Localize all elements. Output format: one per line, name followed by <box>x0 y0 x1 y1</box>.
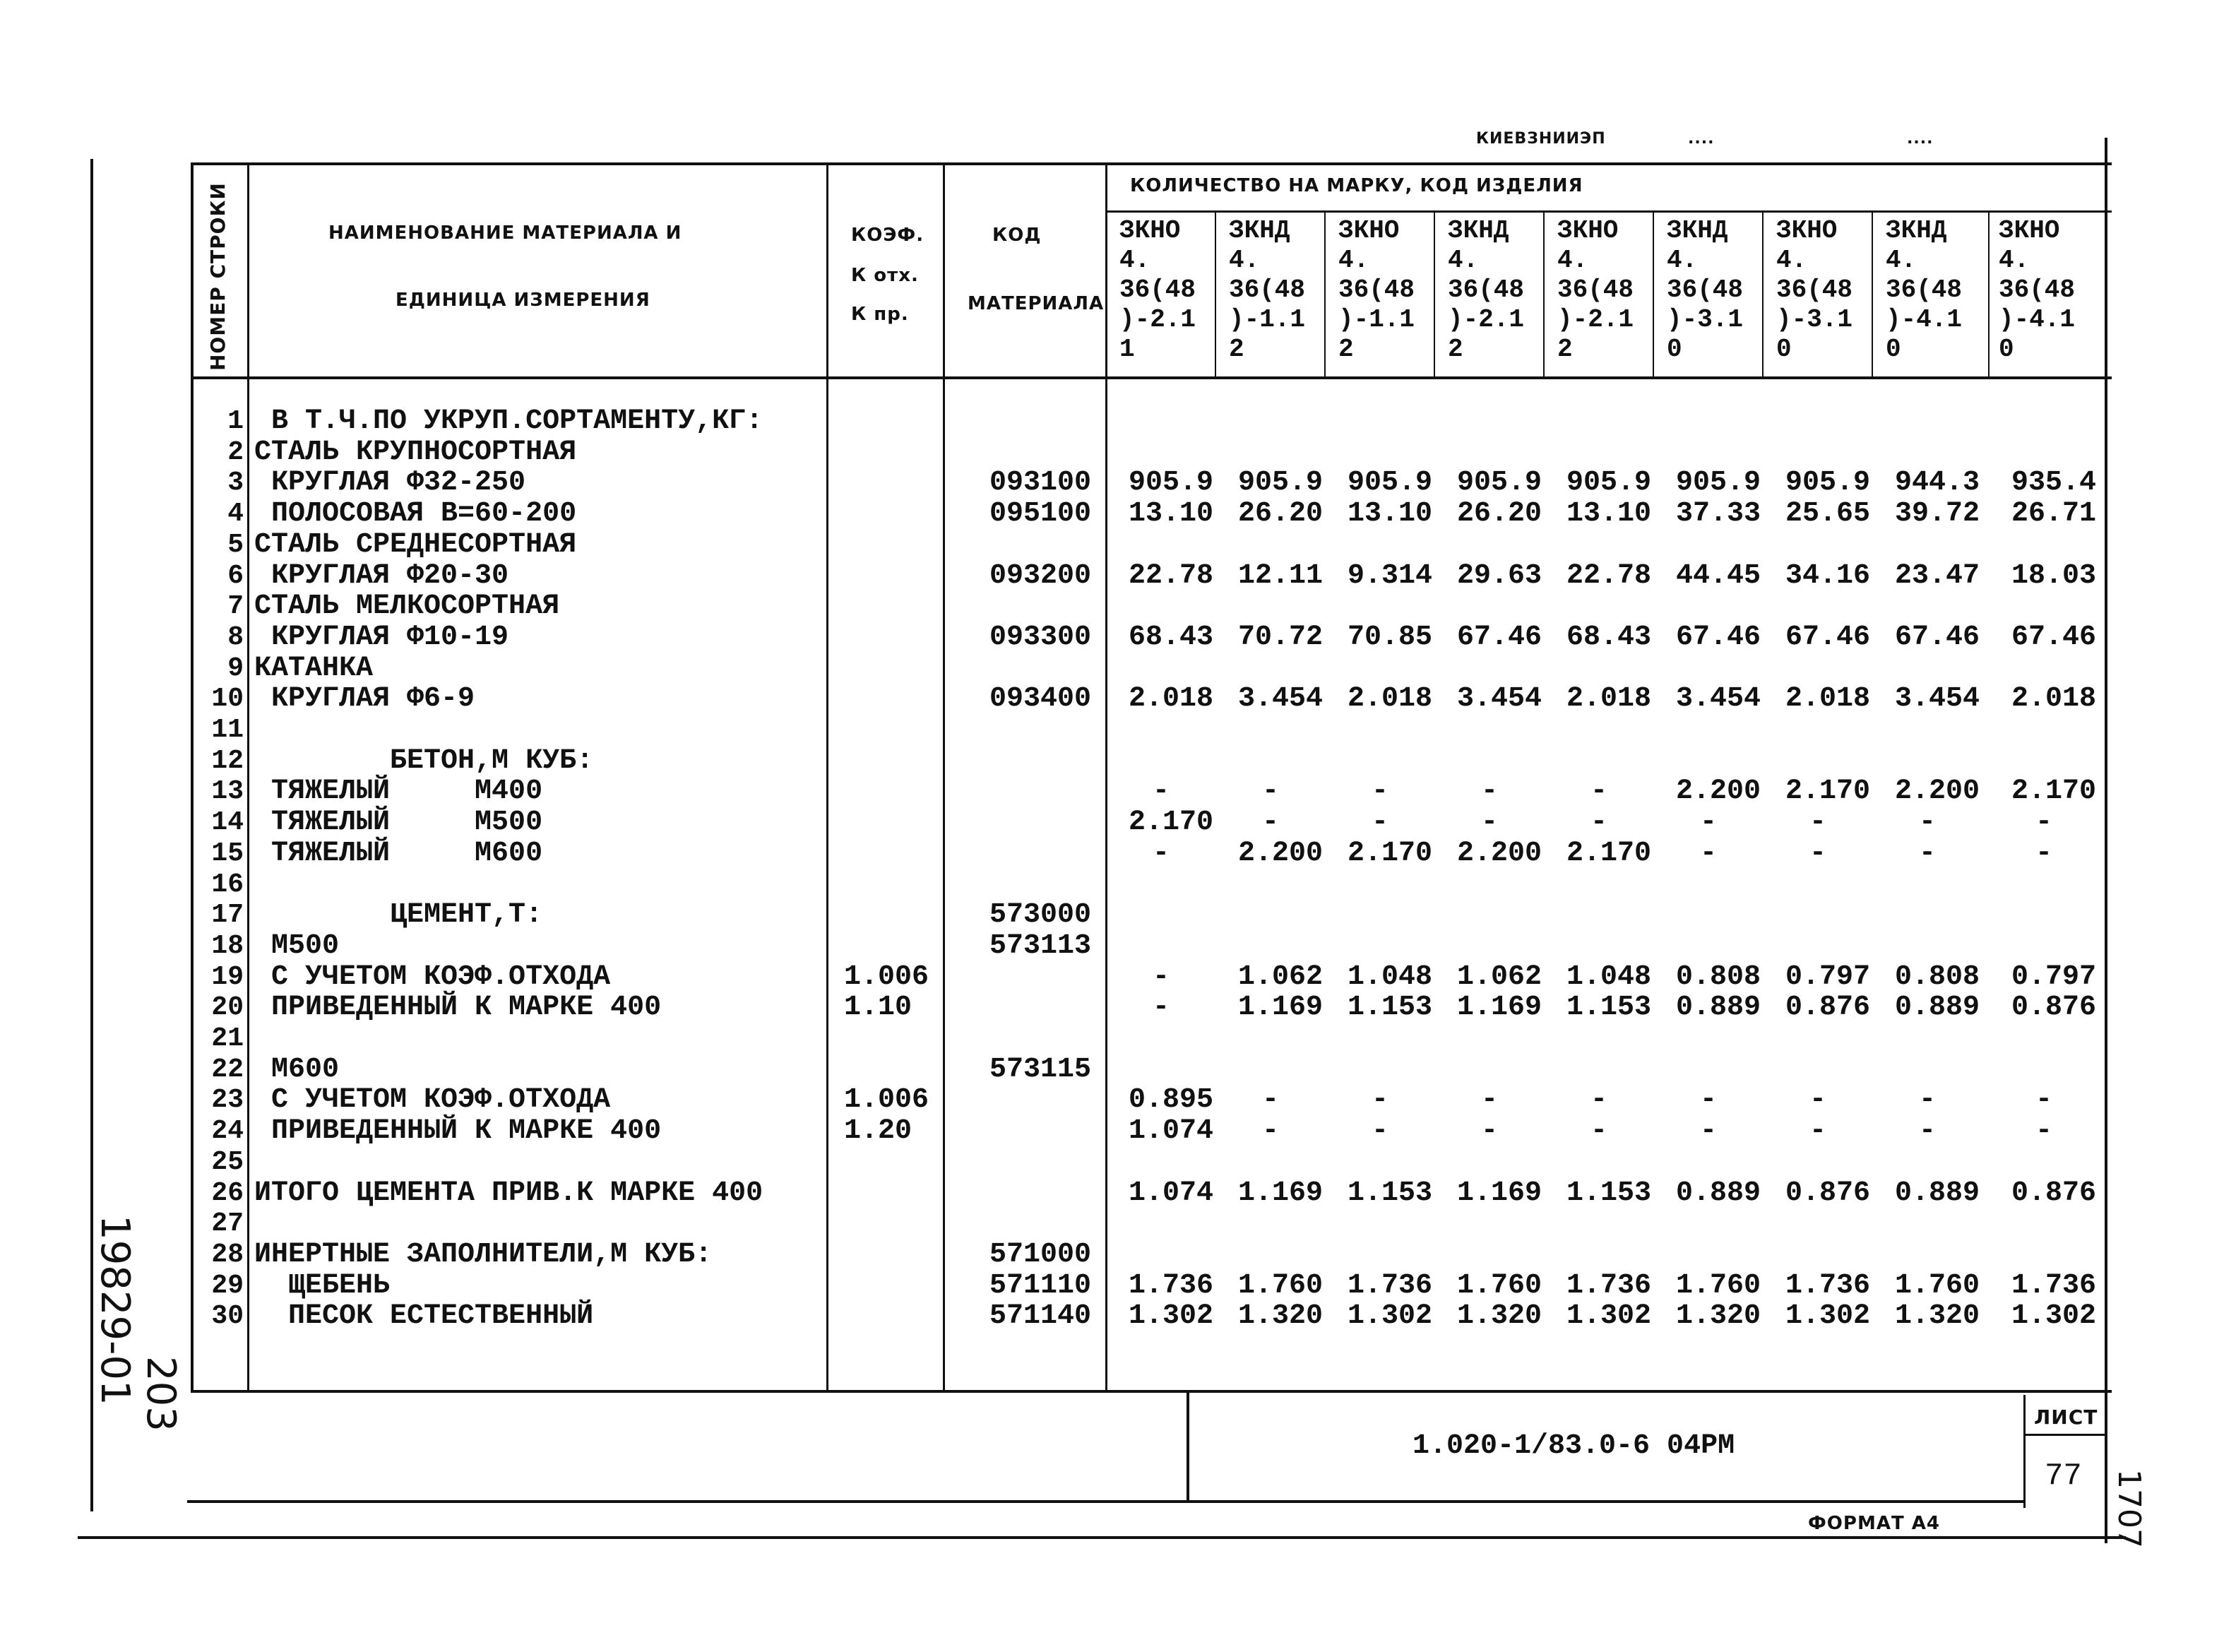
row-value: 2.018 <box>1785 683 1870 715</box>
row-number: 30 <box>211 1301 244 1332</box>
row-value: 34.16 <box>1785 559 1870 592</box>
row-material-name: С УЧЕТОМ КОЭФ.ОТХОДА <box>254 961 611 993</box>
row-value: 3.454 <box>1237 683 1323 715</box>
row-value: 0.797 <box>1785 961 1870 993</box>
product-col-6-line-2: 4. <box>1667 246 1698 275</box>
row-value: 67.46 <box>1894 621 1980 653</box>
row-value: - <box>1809 1115 1826 1148</box>
row-value: 905.9 <box>1675 467 1761 499</box>
product-col-3-line-5: 2 <box>1338 335 1354 364</box>
row-value: - <box>1590 1115 1607 1148</box>
row-material-name: КРУГЛАЯ Ф10-19 <box>254 621 509 653</box>
row-value: 68.43 <box>1566 621 1651 653</box>
product-col-9-line-4: )-4.1 <box>1999 305 2076 334</box>
quantity-header: КОЛИЧЕСТВО НА МАРКУ, КОД ИЗДЕЛИЯ <box>1130 175 1583 196</box>
row-material-name: ЩЕБЕНЬ <box>254 1269 391 1302</box>
product-col-5-line-2: 4. <box>1557 246 1588 275</box>
row-value: - <box>1699 1084 1717 1117</box>
row-value: 0.876 <box>2011 992 2096 1024</box>
row-value: 2.018 <box>2011 683 2096 715</box>
row-number-header: НОМЕР СТРОКИ <box>206 182 230 371</box>
row-value: 0.876 <box>1785 1177 1870 1209</box>
row-value: 0.889 <box>1894 992 1980 1024</box>
row-material-name: КРУГЛАЯ Ф20-30 <box>254 559 509 592</box>
product-sep-6 <box>1762 210 1764 378</box>
row-material-code: 571000 <box>989 1238 1091 1271</box>
product-col-3-line-4: )-1.1 <box>1338 305 1415 334</box>
row-value: 67.46 <box>1456 621 1542 653</box>
row-value: 905.9 <box>1456 467 1542 499</box>
code-header-line-1: КОД <box>992 225 1042 246</box>
row-value: 13.10 <box>1128 498 1213 530</box>
row-material-name: В Т.Ч.ПО УКРУП.СОРТАМЕНТУ,КГ: <box>254 405 763 437</box>
row-value: 1.048 <box>1566 961 1651 993</box>
row-number: 11 <box>211 715 244 745</box>
row-value: - <box>2035 807 2052 839</box>
row-value: 12.11 <box>1237 559 1323 592</box>
row-material-name: ПРИВЕДЕННЫЙ К МАРКЕ 400 <box>254 1115 662 1148</box>
product-col-5-line-4: )-2.1 <box>1557 305 1634 334</box>
row-value: 22.78 <box>1566 559 1651 592</box>
row-number: 18 <box>211 930 244 961</box>
row-value: 18.03 <box>2011 559 2096 592</box>
row-value: 67.46 <box>1675 621 1761 653</box>
row-value: 1.169 <box>1237 1177 1323 1209</box>
row-value: - <box>1152 837 1170 869</box>
product-sep-7 <box>1872 210 1873 378</box>
row-value: - <box>1480 807 1498 839</box>
row-value: - <box>2035 1084 2052 1117</box>
col-sep-rownum <box>247 162 249 1391</box>
row-value: 13.10 <box>1566 498 1651 530</box>
row-value: - <box>1371 1115 1388 1148</box>
row-material-name: М500 <box>254 929 340 962</box>
row-value: 1.302 <box>2011 1300 2096 1333</box>
header-bottom-border <box>191 376 2112 379</box>
row-value: 905.9 <box>1128 467 1213 499</box>
row-koef: 1.006 <box>844 1084 929 1117</box>
row-value: 2.200 <box>1675 776 1761 808</box>
row-material-code: 573113 <box>989 929 1091 962</box>
product-col-2-line-4: )-1.1 <box>1229 305 1306 334</box>
quantity-header-rule <box>1105 210 2112 213</box>
row-value: 1.074 <box>1128 1177 1213 1209</box>
product-col-6-line-1: ЗКНД <box>1667 216 1728 245</box>
row-material-name: БЕТОН,М КУБ: <box>254 744 594 777</box>
sheet-box-left <box>2023 1395 2026 1508</box>
row-value: 25.65 <box>1785 498 1870 530</box>
row-value: 1.760 <box>1456 1269 1542 1302</box>
koef-header-line-1: КОЭФ. <box>851 225 924 246</box>
top-stamp-1: КИЕВЗНИИЭП <box>1476 130 1606 148</box>
row-material-name: ТЯЖЕЛЫЙ М500 <box>254 807 543 839</box>
row-value: - <box>1809 807 1826 839</box>
row-material-code: 093300 <box>989 621 1091 653</box>
row-material-name: ТЯЖЕЛЫЙ М400 <box>254 776 543 808</box>
sheet-label: ЛИСТ <box>2034 1406 2098 1429</box>
row-number: 28 <box>211 1239 244 1270</box>
row-value: - <box>1480 776 1498 808</box>
product-col-9-line-3: 36(48 <box>1999 275 2076 304</box>
row-material-code: 095100 <box>989 498 1091 530</box>
row-number: 8 <box>227 622 244 653</box>
row-value: 905.9 <box>1566 467 1651 499</box>
document-code: 1.020-1/83.0-6 04РМ <box>1413 1430 1735 1462</box>
row-value: 9.314 <box>1347 559 1432 592</box>
row-value: 0.797 <box>2011 961 2096 993</box>
product-sep-1 <box>1215 210 1216 378</box>
row-value: - <box>1152 992 1170 1024</box>
row-value: 1.302 <box>1128 1300 1213 1333</box>
side-archive-code: 19829-01 <box>92 1215 138 1406</box>
product-col-6-line-3: 36(48 <box>1667 275 1744 304</box>
row-value: 1.320 <box>1237 1300 1323 1333</box>
row-material-name: ПЕСОК ЕСТЕСТВЕННЫЙ <box>254 1300 594 1333</box>
row-value: 26.71 <box>2011 498 2096 530</box>
row-value: - <box>1261 1115 1279 1148</box>
row-material-name: ЦЕМЕНТ,Т: <box>254 899 543 932</box>
row-number: 19 <box>211 961 244 992</box>
row-value: 1.760 <box>1675 1269 1761 1302</box>
product-col-4-line-3: 36(48 <box>1448 275 1525 304</box>
row-value: 1.736 <box>1347 1269 1432 1302</box>
row-material-code: 571110 <box>989 1269 1091 1302</box>
product-col-4-line-1: ЗКНД <box>1448 216 1509 245</box>
row-value: 0.895 <box>1128 1084 1213 1117</box>
row-number: 6 <box>227 560 244 591</box>
row-value: 1.074 <box>1128 1115 1213 1148</box>
row-material-name: ПОЛОСОВАЯ В=60-200 <box>254 498 577 530</box>
product-col-1-line-5: 1 <box>1119 335 1135 364</box>
right-border <box>2105 138 2107 1543</box>
product-sep-4 <box>1543 210 1545 378</box>
side-page-number: 203 <box>138 1356 184 1432</box>
row-value: 2.018 <box>1566 683 1651 715</box>
row-value: 44.45 <box>1675 559 1761 592</box>
left-inner-border <box>191 162 194 1391</box>
row-koef: 1.20 <box>844 1115 912 1148</box>
row-value: - <box>1918 807 1936 839</box>
row-material-name: КАТАНКА <box>254 652 374 684</box>
row-value: 1.736 <box>1785 1269 1870 1302</box>
row-value: 2.170 <box>1785 776 1870 808</box>
row-value: - <box>1918 1115 1936 1148</box>
product-col-8-line-3: 36(48 <box>1886 275 1963 304</box>
row-value: - <box>1261 776 1279 808</box>
row-value: - <box>1809 837 1826 869</box>
row-value: 1.736 <box>1128 1269 1213 1302</box>
page-bottom-border <box>78 1536 2126 1539</box>
row-number: 4 <box>227 499 244 530</box>
row-material-code: 571140 <box>989 1300 1091 1333</box>
product-col-3-line-1: ЗКНО <box>1338 216 1400 245</box>
row-value: 0.889 <box>1675 992 1761 1024</box>
row-value: 905.9 <box>1347 467 1432 499</box>
product-col-2-line-2: 4. <box>1229 246 1260 275</box>
row-number: 10 <box>211 684 244 715</box>
row-number: 26 <box>211 1177 244 1208</box>
row-number: 12 <box>211 745 244 776</box>
koef-header-line-3: К пр. <box>851 304 909 325</box>
row-value: 0.889 <box>1894 1177 1980 1209</box>
row-value: 1.048 <box>1347 961 1432 993</box>
row-number: 20 <box>211 992 244 1023</box>
row-value: - <box>1699 807 1717 839</box>
row-material-name: КРУГЛАЯ Ф32-250 <box>254 467 526 499</box>
row-number: 22 <box>211 1054 244 1085</box>
name-header-line-2: ЕДИНИЦА ИЗМЕРЕНИЯ <box>396 290 650 311</box>
row-value: 29.63 <box>1456 559 1542 592</box>
product-col-6-line-5: 0 <box>1667 335 1682 364</box>
row-value: 0.876 <box>1785 992 1870 1024</box>
product-sep-8 <box>1988 210 1990 378</box>
row-value: 1.760 <box>1894 1269 1980 1302</box>
row-value: 26.20 <box>1456 498 1542 530</box>
row-value: - <box>1590 807 1607 839</box>
format-label: ФОРМАТ А4 <box>1808 1513 1940 1534</box>
row-value: 3.454 <box>1894 683 1980 715</box>
top-stamp-3: .... <box>1907 130 1934 148</box>
row-value: 1.169 <box>1456 992 1542 1024</box>
row-value: - <box>1480 1115 1498 1148</box>
row-value: 0.808 <box>1675 961 1761 993</box>
product-col-9-line-5: 0 <box>1999 335 2014 364</box>
product-col-1-line-4: )-2.1 <box>1119 305 1196 334</box>
row-value: - <box>1809 1084 1826 1117</box>
row-value: - <box>1152 776 1170 808</box>
row-number: 21 <box>211 1023 244 1054</box>
row-number: 3 <box>227 468 244 499</box>
row-value: 68.43 <box>1128 621 1213 653</box>
row-value: 39.72 <box>1894 498 1980 530</box>
row-number: 7 <box>227 591 244 622</box>
row-value: 1.153 <box>1566 992 1651 1024</box>
row-value: 3.454 <box>1456 683 1542 715</box>
row-number: 2 <box>227 436 244 468</box>
row-value: 1.760 <box>1237 1269 1323 1302</box>
row-value: - <box>1371 807 1388 839</box>
row-value: - <box>1261 807 1279 839</box>
product-col-7-line-5: 0 <box>1776 335 1792 364</box>
row-material-name: СТАЛЬ МЕЛКОСОРТНАЯ <box>254 590 560 623</box>
row-material-name: ИТОГО ЦЕМЕНТА ПРИВ.К МАРКЕ 400 <box>254 1177 763 1209</box>
product-col-6-line-4: )-3.1 <box>1667 305 1744 334</box>
row-value: 0.808 <box>1894 961 1980 993</box>
sheet-number: 77 <box>2045 1458 2082 1494</box>
row-value: 1.320 <box>1675 1300 1761 1333</box>
row-value: 944.3 <box>1894 467 1980 499</box>
row-koef: 1.10 <box>844 992 912 1024</box>
row-value: 0.889 <box>1675 1177 1761 1209</box>
row-material-name: СТАЛЬ КРУПНОСОРТНАЯ <box>254 436 577 468</box>
row-value: - <box>2035 1115 2052 1148</box>
row-value: - <box>1371 1084 1388 1117</box>
row-material-code: 093400 <box>989 683 1091 715</box>
row-number: 15 <box>211 838 244 869</box>
product-col-1-line-1: ЗКНО <box>1119 216 1181 245</box>
row-material-name: М600 <box>254 1053 340 1086</box>
row-value: - <box>1480 1084 1498 1117</box>
product-col-3-line-2: 4. <box>1338 246 1369 275</box>
product-col-5-line-3: 36(48 <box>1557 275 1634 304</box>
row-value: 37.33 <box>1675 498 1761 530</box>
col-sep-koef <box>943 162 945 1391</box>
row-value: - <box>1261 1084 1279 1117</box>
row-value: 67.46 <box>1785 621 1870 653</box>
row-value: 1.302 <box>1347 1300 1432 1333</box>
product-col-7-line-3: 36(48 <box>1776 275 1853 304</box>
row-value: 2.170 <box>1128 807 1213 839</box>
row-material-name: ТЯЖЕЛЫЙ М600 <box>254 837 543 869</box>
row-number: 23 <box>211 1085 244 1116</box>
table-bottom-border <box>191 1390 2112 1393</box>
row-koef: 1.006 <box>844 961 929 993</box>
code-header-line-2: МАТЕРИАЛА <box>968 293 1105 314</box>
row-number: 1 <box>227 406 244 436</box>
row-value: 1.153 <box>1347 1177 1432 1209</box>
row-value: 70.72 <box>1237 621 1323 653</box>
row-value: 1.302 <box>1566 1300 1651 1333</box>
row-value: - <box>2035 837 2052 869</box>
row-value: 1.153 <box>1566 1177 1651 1209</box>
row-value: 2.200 <box>1456 837 1542 869</box>
row-number: 14 <box>211 807 244 838</box>
product-col-8-line-5: 0 <box>1886 335 1901 364</box>
row-value: - <box>1699 837 1717 869</box>
row-material-name: ПРИВЕДЕННЫЙ К МАРКЕ 400 <box>254 992 662 1024</box>
product-col-3-line-3: 36(48 <box>1338 275 1415 304</box>
row-value: 1.153 <box>1347 992 1432 1024</box>
product-col-8-line-2: 4. <box>1886 246 1917 275</box>
row-value: 1.736 <box>2011 1269 2096 1302</box>
table-top-border <box>191 162 2112 165</box>
col-sep-code <box>1105 162 1107 1391</box>
row-value: - <box>1371 776 1388 808</box>
product-col-1-line-3: 36(48 <box>1119 275 1196 304</box>
row-number: 27 <box>211 1208 244 1240</box>
row-material-name: КРУГЛАЯ Ф6-9 <box>254 683 475 715</box>
product-col-2-line-3: 36(48 <box>1229 275 1306 304</box>
product-col-8-line-1: ЗКНД <box>1886 216 1947 245</box>
row-value: 22.78 <box>1128 559 1213 592</box>
product-col-5-line-1: ЗКНО <box>1557 216 1619 245</box>
row-material-code: 093200 <box>989 559 1091 592</box>
row-material-code: 573000 <box>989 899 1091 932</box>
product-col-7-line-4: )-3.1 <box>1776 305 1853 334</box>
product-sep-2 <box>1324 210 1326 378</box>
row-value: 1.320 <box>1456 1300 1542 1333</box>
row-value: 3.454 <box>1675 683 1761 715</box>
product-col-5-line-5: 2 <box>1557 335 1573 364</box>
row-number: 24 <box>211 1116 244 1147</box>
row-material-name: С УЧЕТОМ КОЭФ.ОТХОДА <box>254 1084 611 1117</box>
row-number: 29 <box>211 1270 244 1301</box>
row-value: 1.062 <box>1456 961 1542 993</box>
titleblock-bottom-border <box>187 1500 2023 1503</box>
row-value: 905.9 <box>1237 467 1323 499</box>
row-material-code: 573115 <box>989 1053 1091 1086</box>
row-value: 13.10 <box>1347 498 1432 530</box>
product-col-2-line-1: ЗКНД <box>1229 216 1290 245</box>
row-value: - <box>1699 1115 1717 1148</box>
product-col-2-line-5: 2 <box>1229 335 1244 364</box>
row-number: 5 <box>227 529 244 560</box>
row-number: 16 <box>211 869 244 900</box>
row-value: 0.876 <box>2011 1177 2096 1209</box>
row-value: - <box>1590 776 1607 808</box>
row-value: 905.9 <box>1785 467 1870 499</box>
product-col-7-line-1: ЗКНО <box>1776 216 1838 245</box>
row-number: 25 <box>211 1146 244 1177</box>
sheet-box-mid <box>2023 1434 2105 1436</box>
row-value: 1.302 <box>1785 1300 1870 1333</box>
row-value: 26.20 <box>1237 498 1323 530</box>
name-header-line-1: НАИМЕНОВАНИЕ МАТЕРИАЛА И <box>328 222 682 244</box>
product-col-4-line-5: 2 <box>1448 335 1463 364</box>
koef-header-line-2: К отх. <box>851 265 919 286</box>
product-sep-5 <box>1653 210 1654 378</box>
top-stamp-2: .... <box>1688 130 1715 148</box>
col-sep-name <box>826 162 828 1391</box>
row-value: 2.170 <box>2011 776 2096 808</box>
row-value: 70.85 <box>1347 621 1432 653</box>
row-value: 2.170 <box>1347 837 1432 869</box>
row-value: 2.170 <box>1566 837 1651 869</box>
row-value: 1.736 <box>1566 1269 1651 1302</box>
row-value: 2.200 <box>1894 776 1980 808</box>
product-col-4-line-4: )-2.1 <box>1448 305 1525 334</box>
row-number: 17 <box>211 900 244 931</box>
row-number: 9 <box>227 653 244 684</box>
row-value: - <box>1918 837 1936 869</box>
row-value: 2.018 <box>1347 683 1432 715</box>
row-value: 1.169 <box>1456 1177 1542 1209</box>
row-value: 2.200 <box>1237 837 1323 869</box>
row-value: 2.018 <box>1128 683 1213 715</box>
row-value: - <box>1152 961 1170 993</box>
product-col-7-line-2: 4. <box>1776 246 1807 275</box>
row-value: 23.47 <box>1894 559 1980 592</box>
row-number: 13 <box>211 776 244 807</box>
row-material-name: ИНЕРТНЫЕ ЗАПОЛНИТЕЛИ,М КУБ: <box>254 1238 713 1271</box>
product-sep-3 <box>1434 210 1435 378</box>
product-col-1-line-2: 4. <box>1119 246 1150 275</box>
titleblock-divider <box>1187 1391 1189 1502</box>
row-material-name: СТАЛЬ СРЕДНЕСОРТНАЯ <box>254 528 577 561</box>
product-col-8-line-4: )-4.1 <box>1886 305 1963 334</box>
product-col-4-line-2: 4. <box>1448 246 1479 275</box>
row-material-code: 093100 <box>989 467 1091 499</box>
row-value: 1.320 <box>1894 1300 1980 1333</box>
row-value: 1.062 <box>1237 961 1323 993</box>
row-value: 1.169 <box>1237 992 1323 1024</box>
row-value: 935.4 <box>2011 467 2096 499</box>
row-value: - <box>1918 1084 1936 1117</box>
right-edge-number: 1707 <box>2111 1469 2147 1548</box>
row-value: 67.46 <box>2011 621 2096 653</box>
product-col-9-line-1: ЗКНО <box>1999 216 2060 245</box>
row-value: - <box>1590 1084 1607 1117</box>
product-col-9-line-2: 4. <box>1999 246 2030 275</box>
